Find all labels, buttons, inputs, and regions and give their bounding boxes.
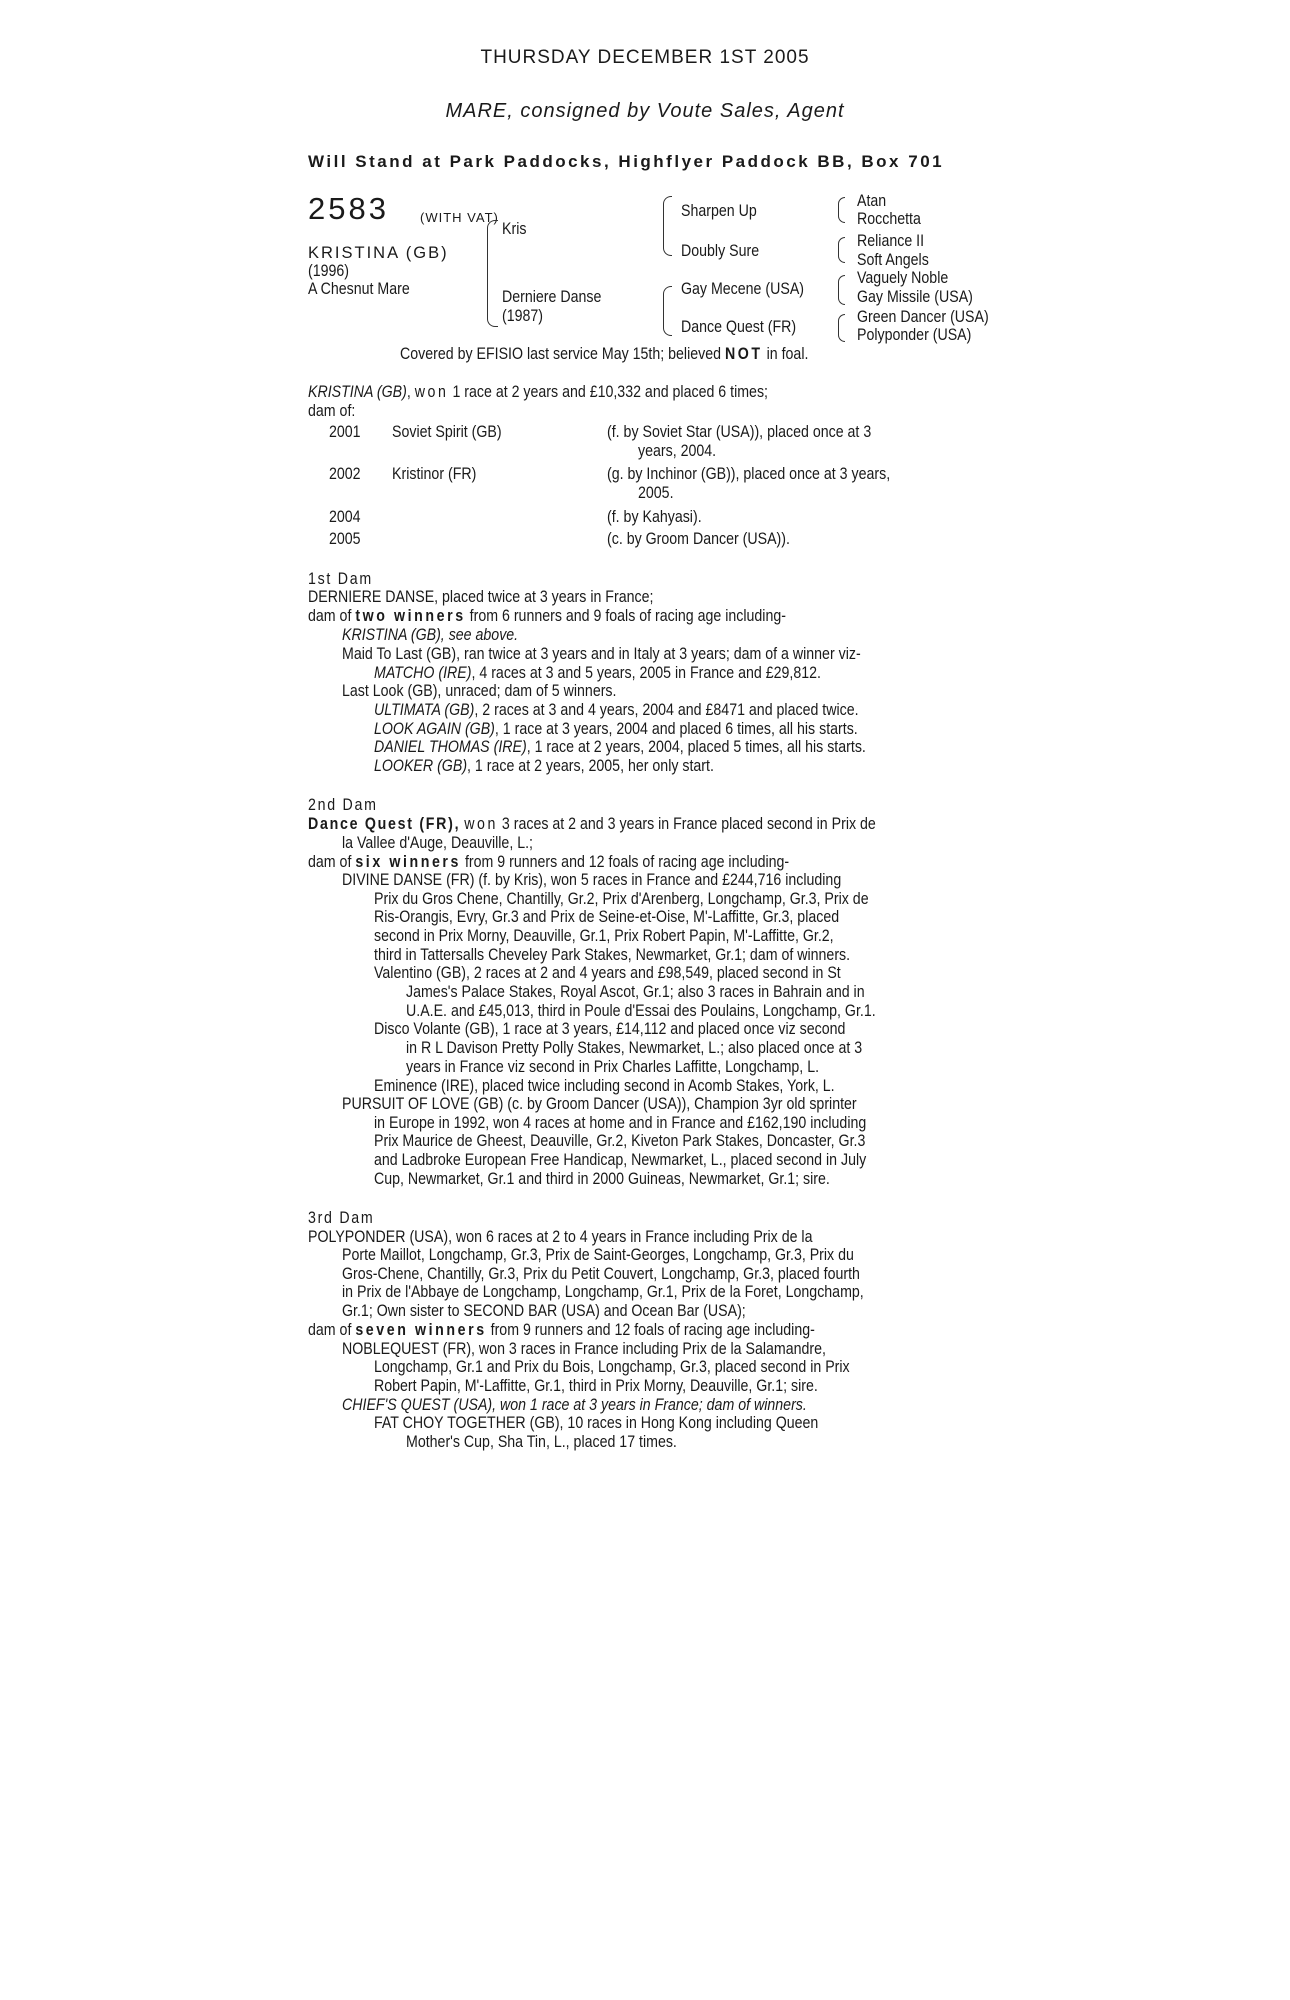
dam1-line: DERNIERE DANSE, placed twice at 3 years in France; <box>308 588 654 606</box>
pursuit-of-love-line: Cup, Newmarket, Gr.1 and third in 2000 Guineas, Newmarket, Gr.1; sire. <box>374 1170 830 1188</box>
noblequest-line: NOBLEQUEST (FR), won 3 races in France including Prix de la Salamandre, <box>342 1340 826 1358</box>
pedigree-sire-dam: Doubly Sure <box>681 242 760 260</box>
horse-name: DANIEL THOMAS (IRE) <box>374 738 527 756</box>
text: from 9 runners and 12 foals of racing age including- <box>490 1321 815 1339</box>
dam1-grand-progeny <box>374 720 858 739</box>
dam1-heading: 1st Dam <box>308 570 373 588</box>
vat-note: (WITH VAT) <box>420 210 499 225</box>
record-line: KRISTINA (GB), won 1 race at 2 years and £10,332 and placed 6 times; <box>308 383 768 401</box>
pedigree-sire-sire: Sharpen Up <box>681 202 757 220</box>
covered-post: in foal. <box>766 345 809 363</box>
dam3-dam-of <box>308 1321 815 1340</box>
dam1-grand-progeny <box>374 701 859 720</box>
covered-not: NOT <box>724 345 763 363</box>
divine-danse-line: Prix du Gros Chene, Chantilly, Gr.2, Prix d'Arenberg, Longchamp, Gr.3, Prix de <box>374 890 869 908</box>
pedigree-bracket-g12 <box>838 197 845 223</box>
produce-detail: (c. by Groom Dancer (USA)). <box>607 530 790 548</box>
pedigree-dam: Derniere Danse <box>502 288 602 306</box>
produce-detail: (g. by Inchinor (GB)), placed once at 3 years, <box>607 465 891 483</box>
dam1-grand-progeny <box>374 664 821 683</box>
produce-detail-cont: years, 2004. <box>638 442 717 460</box>
dam2-dam-of <box>308 853 789 872</box>
pedigree-g5: Vaguely Noble <box>857 269 949 287</box>
eminence-line: Eminence (IRE), placed twice including second in Acomb Stakes, York, L. <box>374 1077 835 1095</box>
noblequest-line: Longchamp, Gr.1 and Prix du Bois, Longchamp, Gr.3, placed second in Prix <box>374 1358 850 1376</box>
dam2-record <box>308 815 876 834</box>
record-text: 1 race at 2 years and £10,332 and placed 6 times; <box>452 383 768 401</box>
horse-name: LOOKER (GB) <box>374 757 468 775</box>
dam-of-label: dam of: <box>308 402 356 420</box>
text: 3 races at 2 and 3 years in France placed second in Prix de <box>501 815 876 833</box>
dam1-progeny: Last Look (GB), unraced; dam of 5 winners. <box>342 682 617 700</box>
noblequest-line: Robert Papin, M'-Laffitte, Gr.1, third in Prix Morny, Deauville, Gr.1; sire. <box>374 1377 818 1395</box>
dam1-grand-progeny <box>374 738 866 757</box>
polyponder-line: Porte Maillot, Longchamp, Gr.3, Prix de Saint-Georges, Longchamp, Gr.3, Prix du <box>342 1246 854 1264</box>
valentino-line: U.A.E. and £45,013, third in Poule d'Essai des Poulains, Longchamp, Gr.1. <box>406 1002 876 1020</box>
consignment-line: MARE, consigned by Voute Sales, Agent <box>445 100 845 122</box>
pursuit-of-love-line: PURSUIT OF LOVE (GB) (c. by Groom Dancer (USA)), Champion 3yr old sprinter <box>342 1095 857 1113</box>
pedigree-g2: Rocchetta <box>857 210 921 228</box>
record-name: KRISTINA (GB) <box>308 383 407 401</box>
text: , 1 race at 2 years, 2004, placed 5 times, all his starts. <box>526 738 866 756</box>
dam1-progeny: KRISTINA (GB), see above. <box>342 626 519 644</box>
text: , 2 races at 3 and 4 years, 2004 and £8471 and placed twice. <box>474 701 859 719</box>
divine-danse-line: second in Prix Morny, Deauville, Gr.1, Prix Robert Papin, M'-Laffitte, Gr.2, <box>374 927 834 945</box>
pedigree-g7: Green Dancer (USA) <box>857 308 989 326</box>
dam2-heading: 2nd Dam <box>308 796 378 814</box>
pursuit-of-love-line: and Ladbroke European Free Handicap, Newmarket, L., placed second in July <box>374 1151 867 1169</box>
chiefs-quest-line: CHIEF'S QUEST (USA), won 1 race at 3 years in France; dam of winners. <box>342 1396 807 1414</box>
produce-name: Kristinor (FR) <box>392 465 477 483</box>
divine-danse-line: DIVINE DANSE (FR) (f. by Kris), won 5 races in France and £244,716 including <box>342 871 842 889</box>
horse-name: MATCHO (IRE) <box>374 664 472 682</box>
horse-name: Dance Quest (FR), <box>308 815 461 833</box>
pedigree-sire: Kris <box>502 220 527 238</box>
pedigree-bracket-g56 <box>838 275 845 305</box>
produce-detail: (f. by Kahyasi). <box>607 508 702 526</box>
polyponder-line: Gros-Chene, Chantilly, Gr.3, Prix du Petit Couvert, Longchamp, Gr.3, placed fourth <box>342 1265 860 1283</box>
pedigree-bracket-g78 <box>838 314 845 342</box>
horse-name: LOOK AGAIN (GB) <box>374 720 495 738</box>
pedigree-bracket-g34 <box>838 237 845 263</box>
text: from 9 runners and 12 foals of racing age including- <box>464 853 790 871</box>
produce-year: 2002 <box>329 465 361 483</box>
valentino-line: James's Palace Stakes, Royal Ascot, Gr.1; also 3 races in Bahrain and in <box>406 983 865 1001</box>
divine-danse-line: third in Tattersalls Cheveley Park Stakes, Newmarket, Gr.1; dam of winners. <box>374 946 851 964</box>
pedigree-g1: Atan <box>857 192 887 210</box>
disco-volante-line: in R L Davison Pretty Polly Stakes, Newmarket, L.; also placed once at 3 <box>406 1039 863 1057</box>
horse-year: (1996) <box>308 262 350 280</box>
winners-count: seven winners <box>355 1321 487 1339</box>
pursuit-of-love-line: in Europe in 1992, won 4 races at home and in France and £162,190 including <box>374 1114 867 1132</box>
pedigree-g4: Soft Angels <box>857 251 929 269</box>
covered-text: Covered by EFISIO last service May 15th; believed <box>400 345 721 363</box>
produce-detail: (f. by Soviet Star (USA)), placed once at 3 <box>607 423 872 441</box>
polyponder-line: in Prix de l'Abbaye de Longchamp, Longchamp, Gr.1, Prix de la Foret, Longchamp, <box>342 1283 864 1301</box>
text: dam of <box>308 853 352 871</box>
dam3-heading: 3rd Dam <box>308 1209 375 1227</box>
polyponder-line: Gr.1; Own sister to SECOND BAR (USA) and Ocean Bar (USA); <box>342 1302 746 1320</box>
dam2-record-cont: la Vallee d'Auge, Deauville, L.; <box>342 834 533 852</box>
text: , 4 races at 3 and 5 years, 2005 in France and £29,812. <box>471 664 821 682</box>
divine-danse-line: Ris-Orangis, Evry, Gr.3 and Prix de Seine-et-Oise, M'-Laffitte, Gr.3, placed <box>374 908 840 926</box>
dam1-grand-progeny <box>374 757 714 776</box>
pedigree-g8: Polyponder (USA) <box>857 326 972 344</box>
dam1-progeny: Maid To Last (GB), ran twice at 3 years and in Italy at 3 years; dam of a winner viz- <box>342 645 861 663</box>
winners-count: six winners <box>355 853 462 871</box>
text: , 1 race at 2 years, 2005, her only start. <box>467 757 714 775</box>
horse-description: A Chesnut Mare <box>308 280 410 298</box>
disco-volante-line: years in France viz second in Prix Charles Laffitte, Longchamp, L. <box>406 1058 820 1076</box>
sale-date: THURSDAY DECEMBER 1ST 2005 <box>480 47 810 68</box>
valentino-line: Valentino (GB), 2 races at 2 and 4 years and £98,549, placed second in St <box>374 964 841 982</box>
pedigree-g3: Reliance II <box>857 232 925 250</box>
record-won: won <box>414 383 449 401</box>
produce-year: 2004 <box>329 508 361 526</box>
pedigree-bracket-sire <box>663 196 672 256</box>
pedigree-bracket-dam <box>663 286 672 336</box>
won-label: won <box>464 815 498 833</box>
horse-name: KRISTINA (GB) <box>308 244 449 262</box>
produce-year: 2005 <box>329 530 361 548</box>
produce-detail-cont: 2005. <box>638 484 674 502</box>
stand-location: Will Stand at Park Paddocks, Highflyer Paddock BB, Box 701 <box>308 152 945 171</box>
pedigree-dam-sire: Gay Mecene (USA) <box>681 280 805 298</box>
text: dam of <box>308 607 352 625</box>
text: dam of <box>308 1321 352 1339</box>
produce-name: Soviet Spirit (GB) <box>392 423 502 441</box>
horse-name: ULTIMATA (GB) <box>374 701 475 719</box>
winners-count: two winners <box>355 607 466 625</box>
fat-choy-line: FAT CHOY TOGETHER (GB), 10 races in Hong Kong including Queen <box>374 1414 819 1432</box>
lot-number: 2583 <box>308 191 389 226</box>
covered-note <box>400 345 808 364</box>
text: , 1 race at 3 years, 2004 and placed 6 times, all his starts. <box>494 720 858 738</box>
pedigree-bracket-main <box>487 220 498 327</box>
disco-volante-line: Disco Volante (GB), 1 race at 3 years, £14,112 and placed once viz second <box>374 1020 846 1038</box>
pedigree-dam-dam: Dance Quest (FR) <box>681 318 797 336</box>
pursuit-of-love-line: Prix Maurice de Gheest, Deauville, Gr.2, Kiveton Park Stakes, Doncaster, Gr.3 <box>374 1132 866 1150</box>
pedigree-dam-year: (1987) <box>502 307 544 325</box>
polyponder-line: POLYPONDER (USA), won 6 races at 2 to 4 years in France including Prix de la <box>308 1228 813 1246</box>
pedigree-g6: Gay Missile (USA) <box>857 288 973 306</box>
produce-year: 2001 <box>329 423 361 441</box>
fat-choy-line: Mother's Cup, Sha Tin, L., placed 17 times. <box>406 1433 677 1451</box>
dam1-dam-of <box>308 607 786 626</box>
text: from 6 runners and 9 foals of racing age including- <box>469 607 786 625</box>
